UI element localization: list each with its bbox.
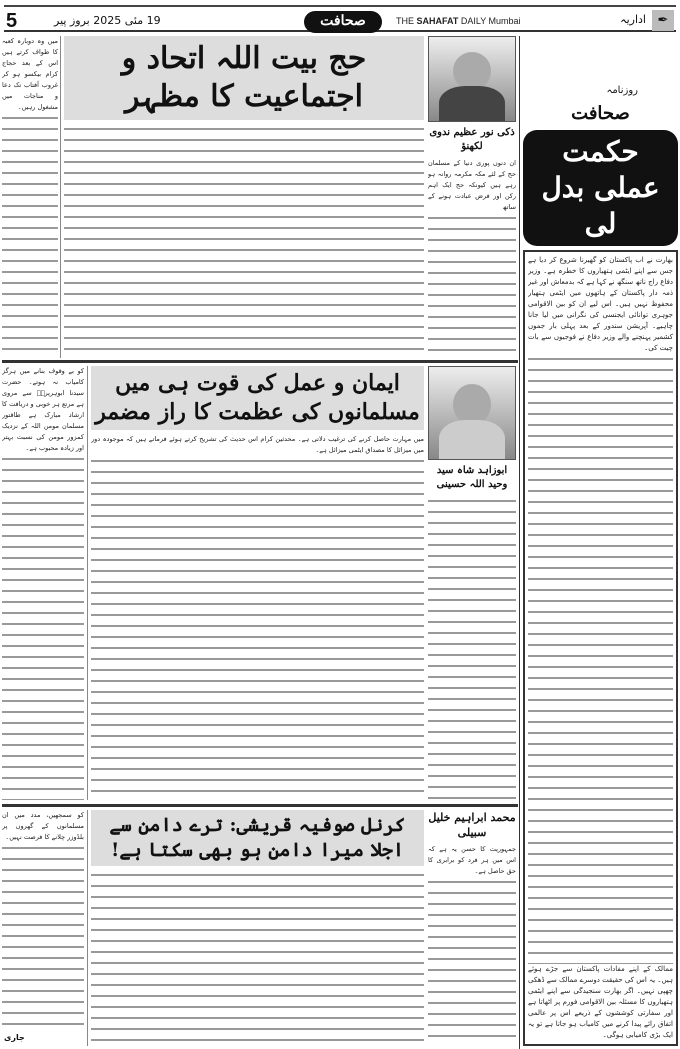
article3-columns <box>91 870 424 1046</box>
masthead: صحافت <box>571 103 630 124</box>
article1-side-text: میں وہ دوبارہ کعبہ کا طواف کرتے ہیں اس کے بعد حجاج کرام بیکسو ہو کر غروب آفتاب تک دعا و مناجات میں مشغول رہیں۔ <box>2 37 58 111</box>
article2-text: میں مہارت حاصل کرنے کی ترغیب دلاتی ہے۔ محدثین کرام اس حدیث کی تشریح کرتے ہوئے فرماتے ہیں کہ موجودہ دور میں میزائل کا مصداق ایٹمی میزائل ہے۔ <box>91 435 424 454</box>
article3-headline: کرنل صوفیہ قریشی: ترے دامن سے اجلا میرا دامن ہو بھی سکتا ہے! <box>91 810 424 866</box>
article3-col <box>428 844 516 1046</box>
editorial-column <box>523 84 678 1046</box>
article3-text: جمہوریت کا حسن یہ ہے کہ اس میں ہر فرد کو برابری کا حق حاصل ہے۔ <box>428 845 516 875</box>
divider <box>87 810 88 1046</box>
article2-headline: ایمان و عمل کی قوت ہی میں مسلمانوں کی عظمت کا راز مضمر <box>91 366 424 430</box>
article1-headline: حج بیت اللہ اتحاد و اجتماعیت کا مظہر <box>64 36 424 120</box>
article1-text: ان دنوں پوری دنیا کے مسلمان حج کے لئے مکہ مکرمہ روانہ ہو رہے ہیں کیونکہ حج ایک اہم رکن اور فرض عبادت ہونے کے ساتھ <box>428 159 516 211</box>
masthead-small: روزنامہ <box>606 85 638 96</box>
author-photo <box>428 366 516 460</box>
issue-date: 19 مئی 2025 بروز پیر <box>54 14 161 27</box>
section-title: اداریہ <box>620 13 646 26</box>
top-rule <box>4 5 676 7</box>
editorial-body <box>523 250 678 1046</box>
divider <box>87 366 88 800</box>
divider <box>60 36 61 358</box>
article2-author-col <box>428 366 516 800</box>
editorial-text-end: ممالک کے اپنے مفادات پاکستان سے جڑے ہوئے ہیں۔ یہ اس کی حقیقت دوسرے ممالک سے ڈھکی چھپی نہیں۔ اگر بھارت سنجیدگی سے اپنے ایٹمی ہتھیاروں کا مسئلہ بین الاقوامی فورم پر اٹھاتا ہے اور سفارتی کوششوں کے ذریعے اس پر عالمی اتفاق رائے پیدا کرنے میں کامیاب ہو جاتا ہے تو یہ ایک بڑی کامیابی ہوگی۔ <box>528 965 673 1039</box>
article1-author-col <box>428 36 516 358</box>
article2-side-text: کو بے وقوف بنانے میں ہرگز کامیاب نہ ہوتے۔ حضرت سیدنا ابوہریرہؓ سے مروی ہے مرتع ہر خوبی و دریافت کا ارشاد مبارک ہے طاقتور مسلمان مومن اللہ کے نزدیک کمزور مومن کی نسبت بہتر اور زیادہ محبوب ہے۔ <box>2 367 84 452</box>
article3-author-col <box>428 810 516 1046</box>
article1-main <box>64 36 424 358</box>
article3-main <box>91 810 424 1046</box>
article2-main <box>91 366 424 800</box>
editorial-text-start: بھارت نے اب پاکستان کو گھیرنا شروع کر دیا ہے جس سے اپنے ایٹمی ہتھیاروں کا خطرہ ہے۔ وزیر دفاع راج ناتھ سنگھ نے کہا ہے کہ بدمعاش اور غیر ذمہ دار پاکستان کے ہاتھوں میں ایٹمی ہتھیار محفوظ نہیں ہیں۔ اس لیے ان کو بین الاقوامی جوہری توانائی ایجنسی کی نگرانی میں لیا جانا چاہیے۔ آپریشن سندور کے بعد پہلی بار جموں کشمیر پہنچنے والے وزیر دفاع نے فوجیوں سے بات چیت کی۔ <box>528 256 673 352</box>
pen-icon: ✒ <box>652 10 674 31</box>
article2-col <box>428 496 516 800</box>
page-header <box>4 10 676 32</box>
page-number: 5 <box>6 10 18 32</box>
article2-columns <box>91 434 424 800</box>
newspaper-logo: صحافت <box>304 11 382 33</box>
article1-side-col <box>2 36 58 358</box>
article2-author: ابوزاہد شاہ سید وحید اللہ حسینی <box>436 465 508 490</box>
article3-side-text: کو سمجھیں، مدد میں ان مسلمانوں کے گھروں پر بلڈوزر چلانے کا فرصت نہیں۔ <box>2 811 84 841</box>
english-title: THE SAHAFAT DAILY Mumbai <box>396 16 521 26</box>
article3-side-col <box>2 810 84 1026</box>
article1-col <box>428 158 516 358</box>
article1-author: ذکی نور عظیم ندوی لکھنؤ <box>429 127 515 152</box>
section-rule <box>2 804 518 807</box>
article1-columns <box>64 124 424 358</box>
continued-mark: جاری <box>4 1033 25 1042</box>
column-divider <box>519 36 520 1049</box>
author-photo <box>428 36 516 122</box>
editorial-headline: حکمت عملی بدل لی <box>523 130 678 246</box>
article2-side-col <box>2 366 84 800</box>
article3-author: محمد ابراہیم خلیل سبیلی <box>428 811 516 839</box>
section-rule <box>2 360 518 363</box>
